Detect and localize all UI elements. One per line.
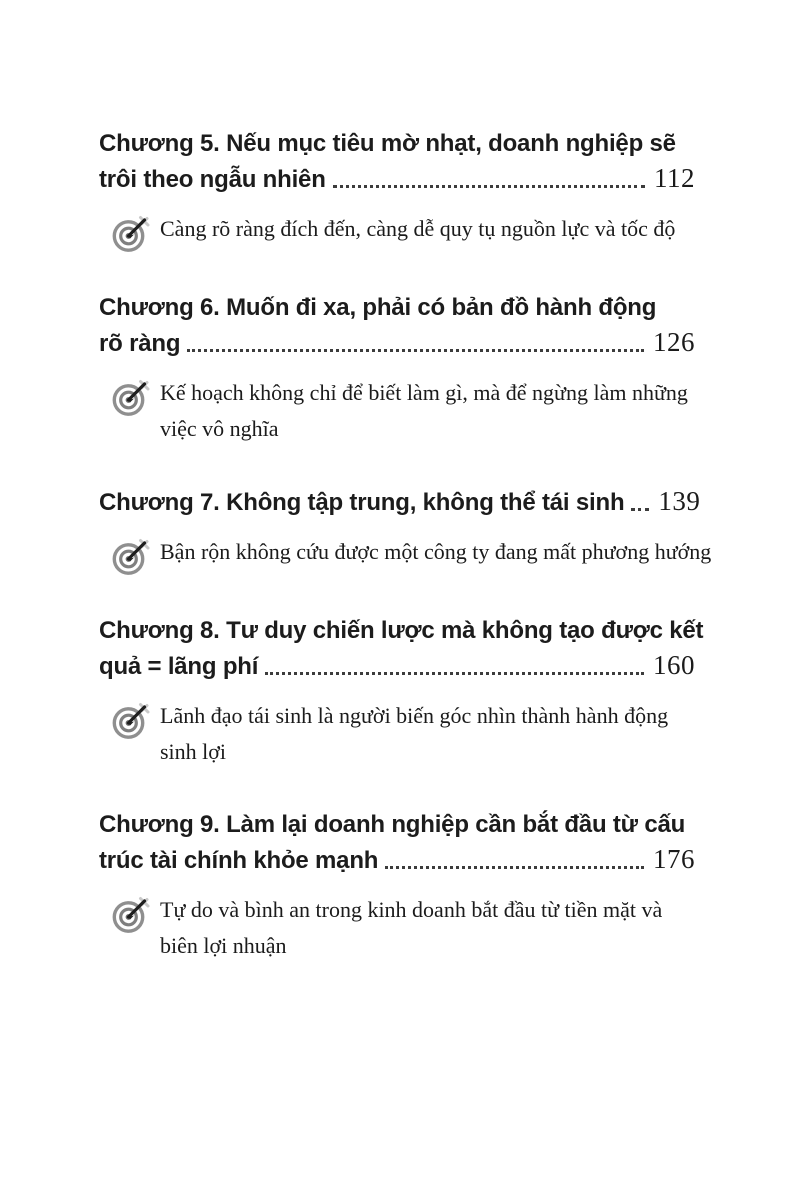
chapter-title-text: trôi theo ngẫu nhiên xyxy=(99,166,326,193)
toc-entry xyxy=(99,290,695,447)
key-point-line: Tự do và bình an trong kinh doanh bắt đầu từ tiền mặt và xyxy=(160,897,663,922)
dotted-leader xyxy=(265,672,644,675)
target-dart-icon xyxy=(112,213,152,253)
chapter-heading-last-line xyxy=(99,161,695,197)
key-point-row xyxy=(99,534,712,576)
chapter-page-number: 126 xyxy=(653,327,695,357)
table-of-contents xyxy=(99,0,712,1001)
key-point-row xyxy=(99,892,695,964)
dotted-leader xyxy=(187,349,644,352)
toc-entry xyxy=(99,126,695,253)
chapter-page-number: 112 xyxy=(654,163,695,193)
key-point-line: Kế hoạch không chỉ để biết làm gì, mà để ngừng làm những xyxy=(160,380,688,405)
chapter-heading xyxy=(99,290,695,361)
key-point-row xyxy=(99,211,695,253)
dotted-leader xyxy=(333,185,645,188)
chapter-title-line: Chương 5. Nếu mục tiêu mờ nhạt, doanh nghiệp sẽ xyxy=(99,130,676,157)
chapter-heading-last-line xyxy=(99,648,695,684)
chapter-title-text: rõ ràng xyxy=(99,330,181,357)
chapter-heading-last-line xyxy=(99,842,695,878)
chapter-heading xyxy=(99,126,695,197)
key-point-row xyxy=(99,375,695,447)
target-dart-icon xyxy=(112,700,152,740)
chapter-heading xyxy=(99,484,701,520)
key-point-line: biên lợi nhuận xyxy=(160,933,287,958)
chapter-page-number: 160 xyxy=(653,650,695,680)
key-point-text xyxy=(160,534,711,570)
chapter-title-line: Chương 6. Muốn đi xa, phải có bản đồ hành động xyxy=(99,294,657,321)
chapter-page-number: 139 xyxy=(658,486,701,516)
chapter-heading-last-line xyxy=(99,325,695,361)
chapter-page-number: 176 xyxy=(653,844,695,874)
dotted-leader xyxy=(385,866,644,869)
key-point-line: sinh lợi xyxy=(160,739,227,764)
chapter-heading-last-line xyxy=(99,484,701,520)
chapter-title-text: Chương 7. Không tập trung, không thể tái sinh xyxy=(99,489,625,516)
target-dart-icon xyxy=(112,377,152,417)
key-point-text xyxy=(160,698,668,770)
chapter-title-line: Chương 8. Tư duy chiến lược mà không tạo được kết xyxy=(99,617,704,644)
chapter-title-text: quả = lãng phí xyxy=(99,653,259,680)
key-point-row xyxy=(99,698,695,770)
toc-entry xyxy=(99,613,704,770)
key-point-line: Càng rõ ràng đích đến, càng dễ quy tụ nguồn lực và tốc độ xyxy=(160,216,676,241)
chapter-title-line: Chương 9. Làm lại doanh nghiệp cần bắt đầu từ cấu xyxy=(99,811,686,838)
target-dart-icon xyxy=(112,536,152,576)
key-point-line: Lãnh đạo tái sinh là người biến góc nhìn thành hành động xyxy=(160,703,669,728)
key-point-text xyxy=(160,375,688,447)
toc-entry xyxy=(99,484,712,576)
chapter-heading xyxy=(99,807,695,878)
target-dart-icon xyxy=(112,894,152,934)
chapter-heading xyxy=(99,613,704,684)
dotted-leader xyxy=(631,508,649,511)
key-point-line: Bận rộn không cứu được một công ty đang mất phương hướng xyxy=(160,539,712,564)
key-point-line: việc vô nghĩa xyxy=(160,416,279,441)
key-point-text xyxy=(160,892,662,964)
toc-entry xyxy=(99,807,695,964)
chapter-title-text: trúc tài chính khỏe mạnh xyxy=(99,847,379,874)
key-point-text xyxy=(160,211,675,247)
